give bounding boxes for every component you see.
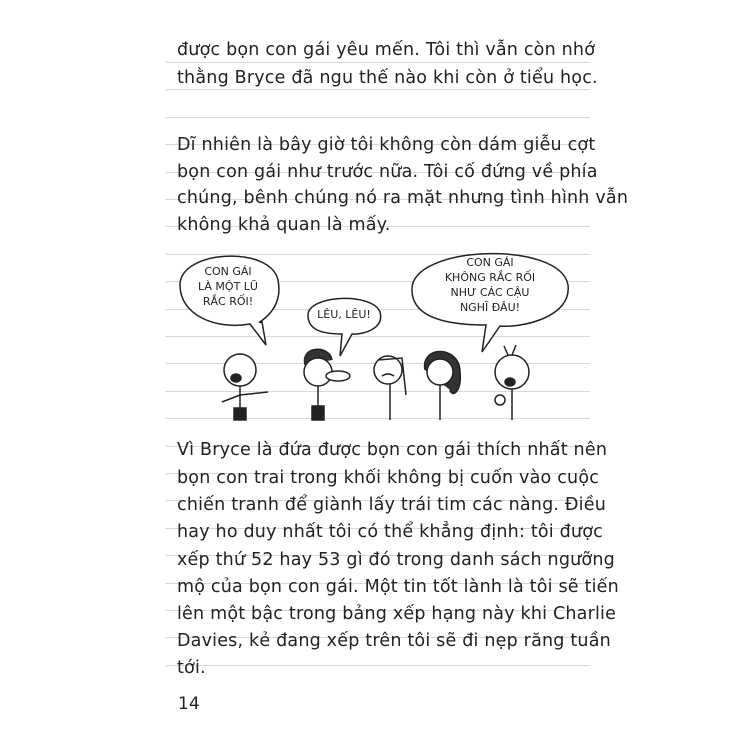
comic-illustration	[0, 240, 750, 430]
speech-bubble-right	[412, 254, 568, 352]
speech-bubble-left	[180, 256, 279, 345]
speech-bubble-middle	[308, 298, 381, 356]
characters	[222, 345, 529, 420]
ruled-line	[165, 62, 590, 63]
text-line: mộ của bọn con gái. Một tin tốt lành là tôi sẽ tiến	[177, 577, 619, 597]
text-line: Davies, kẻ đang xếp trên tôi sẽ đi nẹp răng tuần	[177, 631, 611, 651]
bubble-text: LÊU, LÊU!	[317, 308, 371, 321]
bubble-text: NGHĨ ĐÂU!	[459, 301, 521, 314]
text-line: chúng, bênh chúng nó ra mặt nhưng tình hình vẫn	[177, 188, 629, 208]
character-greg	[495, 345, 529, 420]
text-line: Dĩ nhiên là bây giờ tôi không còn dám giễu cợt	[177, 135, 596, 155]
bubble-text: LÀ MỘT LŨ	[198, 280, 258, 293]
bubble-text: NHƯ CÁC CẬU	[450, 286, 530, 299]
text-line: xếp thứ 52 hay 53 gì đó trong danh sách ngưỡng	[177, 550, 615, 570]
text-line: Vì Bryce là đứa được bọn con gái thích nhất nên	[177, 440, 608, 460]
text-line: được bọn con gái yêu mến. Tôi thì vẫn còn nhớ	[177, 40, 596, 60]
bubble-text: CON GÁI	[204, 265, 252, 278]
ruled-line	[165, 117, 590, 118]
character-girl-2	[425, 351, 461, 420]
page-number: 14	[178, 694, 200, 714]
character-girl-1	[374, 356, 406, 420]
ruled-line	[165, 89, 590, 90]
bubble-text: RẮC RỐI!	[202, 295, 254, 308]
text-line: tới.	[177, 658, 206, 678]
bubble-text: KHÔNG RẮC RỐI	[444, 271, 536, 284]
text-line: thằng Bryce đã ngu thế nào khi còn ở tiểu học.	[177, 68, 598, 88]
bubble-text: CON GÁI	[466, 256, 514, 269]
text-line: hay ho duy nhất tôi có thể khẳng định: tôi được	[177, 522, 603, 542]
text-line: lên một bậc trong bảng xếp hạng này khi Charlie	[177, 604, 617, 624]
text-line: bọn con trai trong khối không bị cuốn vào cuộc	[177, 468, 600, 488]
text-line: không khả quan là mấy.	[177, 215, 391, 235]
character-boy-2	[304, 349, 350, 420]
text-line: chiến tranh để giành lấy trái tim các nàng. Điều	[177, 495, 606, 515]
text-line: bọn con gái như trước nữa. Tôi cố đứng về phía	[177, 162, 598, 182]
character-bryce	[222, 354, 268, 420]
